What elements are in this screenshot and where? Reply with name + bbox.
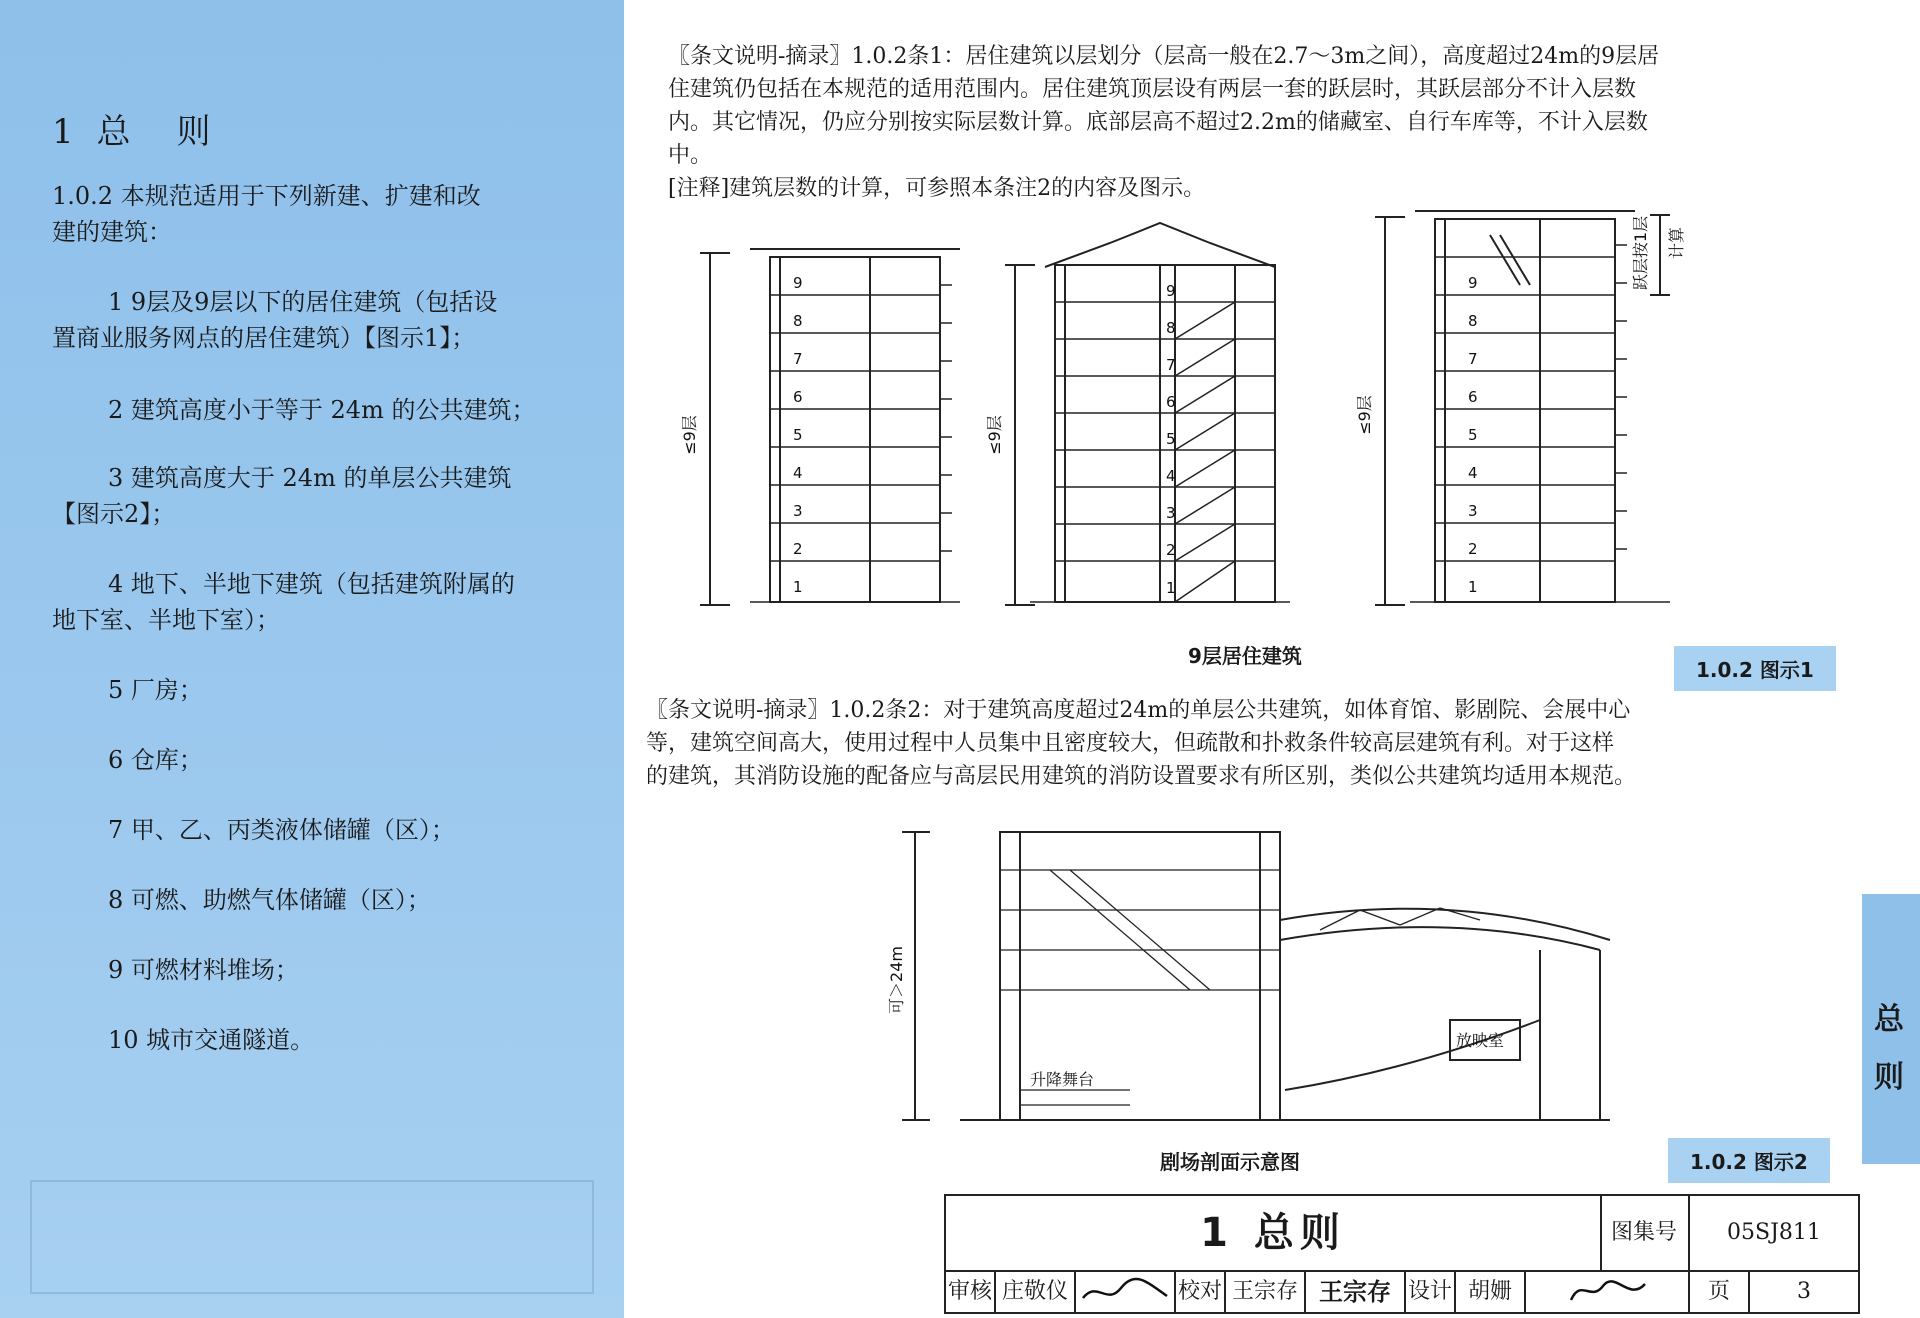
item-text: 5 厂房； bbox=[108, 676, 203, 704]
item-text: 4 地下、半地下建筑（包括建筑附属的 bbox=[108, 570, 515, 598]
figure-2-caption: 剧场剖面示意图 bbox=[1160, 1150, 1300, 1174]
list-item bbox=[52, 1022, 592, 1058]
page-label: 页 bbox=[1690, 1272, 1750, 1312]
list-item bbox=[52, 284, 592, 320]
clause-intro-line-2: 建的建筑： bbox=[52, 218, 172, 246]
floor-number: 7 bbox=[1468, 350, 1478, 368]
list-item bbox=[52, 566, 592, 602]
bleed-through-box bbox=[30, 1180, 594, 1294]
list-item bbox=[52, 672, 592, 708]
text-line: 等，建筑空间高大，使用过程中人员集中且密度较大，但疏散和扑救条件较高层建筑有利。对于这样 bbox=[646, 731, 1615, 756]
floor-number: 4 bbox=[793, 464, 803, 482]
floor-number: 2 bbox=[1468, 540, 1478, 558]
designer-name: 胡姗 bbox=[1456, 1272, 1526, 1312]
explanation-1 bbox=[668, 40, 1659, 205]
floor-number: 8 bbox=[1166, 319, 1176, 337]
title-block bbox=[944, 1194, 1860, 1314]
text-line: 〖条文说明-摘录〗1.0.2条2：对于建筑高度超过24m的单层公共建筑，如体育馆、影剧院、会展中心 bbox=[646, 698, 1631, 723]
list-item-cont: 【图示2】； bbox=[52, 500, 176, 528]
floor-number: 3 bbox=[1468, 502, 1478, 520]
figure-2-tag: 1.0.2 图示2 bbox=[1668, 1138, 1830, 1183]
floor-number: 2 bbox=[793, 540, 803, 558]
floor-number: 9 bbox=[1166, 282, 1176, 300]
title-block-title: 1 总则 bbox=[946, 1196, 1602, 1270]
height-label: 可＞24m bbox=[887, 946, 906, 1014]
item-text: 8 可燃、助燃气体储罐（区）； bbox=[108, 886, 431, 914]
dim-label-storeys: ≤9层 bbox=[985, 415, 1004, 455]
figure-1-sections bbox=[680, 205, 1690, 625]
floor-number: 3 bbox=[793, 502, 803, 520]
floor-number: 6 bbox=[793, 388, 803, 406]
floor-number: 6 bbox=[1166, 393, 1176, 411]
section-side-tab bbox=[1862, 894, 1920, 1164]
design-label: 设计 bbox=[1406, 1272, 1456, 1312]
section-title: 1 总 则 bbox=[52, 112, 217, 152]
list-item bbox=[52, 392, 592, 428]
item-text: 1 9层及9层以下的居住建筑（包括设 bbox=[108, 288, 498, 316]
text-line: 中。 bbox=[668, 143, 713, 168]
figure-1-caption: 9层居住建筑 bbox=[1188, 644, 1302, 668]
signature-icon bbox=[1077, 1272, 1173, 1310]
reviewer-signature bbox=[1076, 1272, 1176, 1312]
item-text: 3 建筑高度大于 24m 的单层公共建筑 bbox=[108, 464, 512, 492]
side-tab-char: 总 bbox=[1874, 1002, 1904, 1037]
floor-number: 8 bbox=[1468, 312, 1478, 330]
list-item-cont: 置商业服务网点的居住建筑）【图示1】； bbox=[52, 324, 476, 352]
check-label: 校对 bbox=[1176, 1272, 1226, 1312]
floor-number: 2 bbox=[1166, 541, 1176, 559]
floor-number: 9 bbox=[1468, 274, 1478, 292]
side-tab-char: 则 bbox=[1874, 1060, 1904, 1095]
floor-number: 4 bbox=[1468, 464, 1478, 482]
floor-number: 8 bbox=[793, 312, 803, 330]
floor-number: 5 bbox=[793, 426, 803, 444]
list-item-cont: 地下室、半地下室）； bbox=[52, 606, 280, 634]
item-text: 10 城市交通隧道。 bbox=[108, 1026, 315, 1054]
floor-number: 1 bbox=[1468, 578, 1478, 596]
floor-number: 5 bbox=[1468, 426, 1478, 444]
checker-signature: 王宗存 bbox=[1306, 1272, 1406, 1312]
atlas-label: 图集号 bbox=[1600, 1196, 1690, 1270]
item-text: 9 可燃材料堆场； bbox=[108, 956, 299, 984]
figure-1-tag: 1.0.2 图示1 bbox=[1674, 646, 1836, 691]
projection-room-label: 放映室 bbox=[1456, 1031, 1505, 1050]
floor-number: 3 bbox=[1166, 504, 1176, 522]
floor-number: 4 bbox=[1166, 467, 1176, 485]
checker-name: 王宗存 bbox=[1226, 1272, 1306, 1312]
explanation-2 bbox=[646, 694, 1636, 793]
clause-intro-line-1: 1.0.2 本规范适用于下列新建、扩建和改 bbox=[52, 182, 481, 210]
text-line: 〖条文说明-摘录〗1.0.2条1：居住建筑以层划分（层高一般在2.7～3m之间），高度超过24m的9层居 bbox=[668, 44, 1660, 69]
text-line: 内。其它情况，仍应分别按实际层数计算。底部层高不超过2.2m的储藏室、自行车库等，不计入层数 bbox=[668, 110, 1648, 135]
list-item bbox=[52, 812, 592, 848]
item-text: 2 建筑高度小于等于 24m 的公共建筑； bbox=[108, 396, 536, 424]
reviewer-name: 庄敬仪 bbox=[996, 1272, 1076, 1312]
floor-number: 7 bbox=[793, 350, 803, 368]
figure-2-theatre-section bbox=[887, 820, 1610, 1130]
designer-signature bbox=[1526, 1272, 1690, 1312]
duplex-label: 计算 bbox=[1667, 226, 1686, 260]
list-item bbox=[52, 882, 592, 918]
left-panel bbox=[0, 0, 624, 1318]
item-text: 6 仓库； bbox=[108, 746, 203, 774]
signature-icon bbox=[1557, 1272, 1657, 1310]
item-text: 7 甲、乙、丙类液体储罐（区）； bbox=[108, 816, 455, 844]
note-line: [注释]建筑层数的计算，可参照本条注2的内容及图示。 bbox=[668, 176, 1206, 201]
duplex-label: 跃层按1层 bbox=[1631, 215, 1650, 291]
floor-number: 7 bbox=[1166, 356, 1176, 374]
page-number: 3 bbox=[1797, 1279, 1811, 1304]
atlas-number: 05SJ811 bbox=[1727, 1220, 1821, 1245]
list-item bbox=[52, 952, 592, 988]
stage-label: 升降舞台 bbox=[1030, 1070, 1095, 1089]
floor-number: 1 bbox=[793, 578, 803, 596]
dim-label-storeys: ≤9层 bbox=[680, 415, 699, 455]
text-line: 住建筑仍包括在本规范的适用范围内。居住建筑顶层设有两层一套的跃层时，其跃层部分不计入层数 bbox=[668, 77, 1637, 102]
list-item bbox=[52, 742, 592, 778]
list-item bbox=[52, 460, 592, 496]
floor-number: 9 bbox=[793, 274, 803, 292]
floor-number: 6 bbox=[1468, 388, 1478, 406]
text-line: 的建筑，其消防设施的配备应与高层民用建筑的消防设置要求有所区别，类似公共建筑均适用本规范。 bbox=[646, 764, 1637, 789]
floor-number: 1 bbox=[1166, 579, 1176, 597]
review-label: 审核 bbox=[946, 1272, 996, 1312]
dim-label-storeys: ≤9层 bbox=[1355, 395, 1374, 435]
floor-number: 5 bbox=[1166, 430, 1176, 448]
